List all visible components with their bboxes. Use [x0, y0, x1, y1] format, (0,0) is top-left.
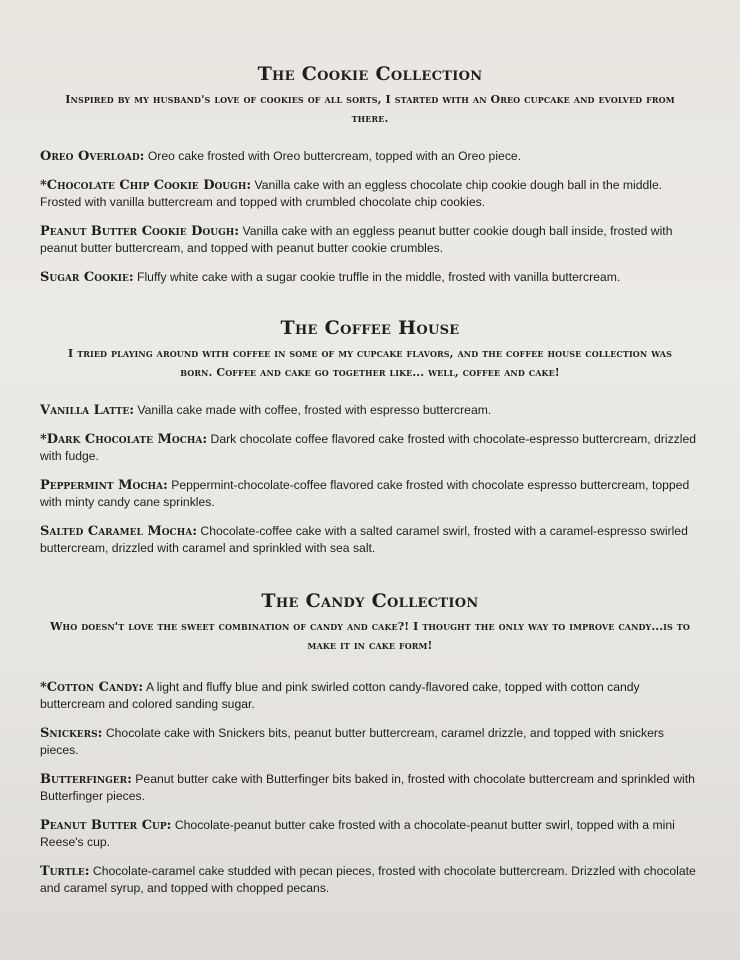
- item-description: Dark chocolate coffee flavored cake frosted with chocolate-espresso buttercream, drizzled with fudge.: [40, 432, 697, 463]
- item-description: Vanilla cake with an eggless chocolate chip cookie dough ball in the middle. Frosted with vanilla buttercream and topped with crumbled chocolate chip cookies.: [40, 178, 663, 209]
- item-description: Vanilla cake made with coffee, frosted with espresso buttercream.: [134, 403, 492, 417]
- item-name: Snickers:: [40, 726, 103, 741]
- section-title: The Coffee House: [280, 317, 460, 339]
- item-name: Turtle:: [40, 864, 90, 879]
- menu-item: [40, 679, 700, 713]
- item-description: Chocolate-caramel cake studded with pecan pieces, frosted with chocolate buttercream. Drizzled with chocolate and caramel syrup, and topped with chopped pecans.: [40, 864, 696, 895]
- item-name: *Chocolate Chip Cookie Dough:: [40, 178, 252, 193]
- item-description: Fluffy white cake with a sugar cookie truffle in the middle, frosted with vanilla buttercream.: [133, 270, 621, 284]
- item-description: Vanilla cake with an eggless peanut butter cookie dough ball inside, frosted with peanut butter buttercream, and topped with peanut butter cookie crumbles.: [40, 224, 673, 255]
- menu-item: [40, 177, 700, 211]
- menu-item: [40, 148, 700, 165]
- item-description: Chocolate cake with Snickers bits, peanut butter buttercream, caramel drizzle, and topped with snickers pieces.: [40, 726, 665, 757]
- section-title: The Candy Collection: [261, 590, 479, 612]
- menu-item: [40, 269, 700, 286]
- menu-item: [40, 402, 700, 419]
- section-intro: I tried playing around with coffee in some of my cupcake flavors, and the coffee house collection was born. Coffee and cake go together like... well, coffee and cake!: [68, 347, 672, 379]
- section-title: The Cookie Collection: [257, 63, 483, 85]
- item-name: Peanut Butter Cup:: [40, 818, 172, 833]
- menu-item: [40, 477, 700, 511]
- item-name: Oreo Overload:: [40, 149, 145, 164]
- item-list: [40, 148, 700, 286]
- item-name: Butterfinger:: [40, 772, 132, 787]
- item-description: Chocolate-peanut butter cake frosted with a chocolate-peanut butter swirl, topped with a mini Reese's cup.: [40, 818, 675, 849]
- item-name: *Dark Chocolate Mocha:: [40, 432, 208, 447]
- section-intro: Inspired by my husband's love of cookies of all sorts, I started with an Oreo cupcake and evolved from there.: [65, 93, 675, 125]
- item-description: Oreo cake frosted with Oreo buttercream, topped with an Oreo piece.: [144, 149, 522, 163]
- section-cookie-collection: [40, 62, 700, 286]
- section-intro: Who doesn't love the sweet combination of candy and cake?! I thought the only way to improve candy...is to make it in cake form!: [50, 620, 690, 652]
- item-description: Peanut butter cake with Butterfinger bits baked in, frosted with chocolate buttercream and sprinkled with Butterfinger pieces.: [40, 772, 695, 803]
- item-name: Salted Caramel Mocha:: [40, 524, 197, 539]
- menu-item: [40, 223, 700, 257]
- menu-item: [40, 523, 700, 557]
- item-list: [40, 402, 700, 557]
- item-name: *Cotton Candy:: [40, 680, 144, 695]
- menu-item: [40, 863, 700, 897]
- item-description: Chocolate-coffee cake with a salted caramel swirl, frosted with a caramel-espresso swirled buttercream, drizzled with caramel and sprinkled with sea salt.: [40, 524, 688, 555]
- menu-item: [40, 725, 700, 759]
- item-name: Peppermint Mocha:: [40, 478, 168, 493]
- menu-item: [40, 771, 700, 805]
- item-description: A light and fluffy blue and pink swirled cotton candy-flavored cake, topped with cotton candy buttercream and colored sanding sugar.: [40, 680, 640, 711]
- item-name: Sugar Cookie:: [40, 270, 134, 285]
- item-name: Vanilla Latte:: [40, 403, 135, 418]
- menu-item: [40, 817, 700, 851]
- menu-item: [40, 431, 700, 465]
- item-description: Peppermint-chocolate-coffee flavored cake frosted with chocolate espresso buttercream, topped with minty candy cane sprinkles.: [40, 478, 690, 509]
- section-coffee-house: [40, 316, 700, 557]
- item-name: Peanut Butter Cookie Dough:: [40, 224, 240, 239]
- section-candy-collection: [40, 589, 700, 897]
- item-list: [40, 679, 700, 897]
